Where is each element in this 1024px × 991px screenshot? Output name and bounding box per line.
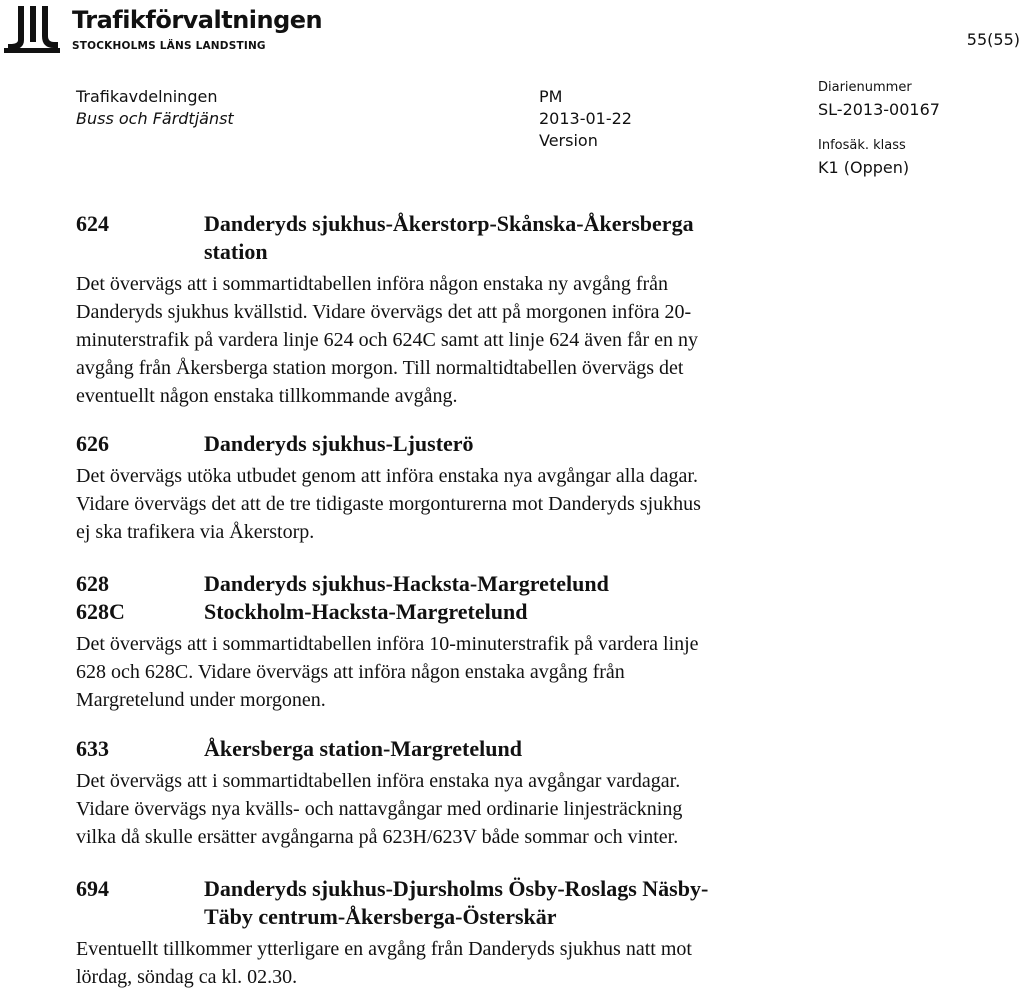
- route-number: 624: [76, 211, 109, 236]
- text-line: Det övervägs att i sommartidtabellen införa enstaka nya avgångar vardagar.: [76, 770, 681, 792]
- route-description: [76, 630, 836, 714]
- department-name: Trafikavdelningen: [76, 87, 218, 106]
- text-line: Eventuellt tillkommer ytterligare en avgång från Danderyds sjukhus natt mot: [76, 938, 692, 960]
- route-number: 694: [76, 876, 109, 901]
- route-title-line: Stockholm-Hacksta-Margretelund: [204, 599, 528, 624]
- security-class-label: Infosäk. klass: [818, 138, 906, 153]
- text-line: Det övervägs att i sommartidtabellen införa 10-minuterstrafik på vardera linje: [76, 633, 699, 655]
- logo-subtitle: STOCKHOLMS LÄNS LANDSTING: [72, 40, 266, 52]
- route-section-694: [76, 875, 836, 991]
- unit-name: Buss och Färdtjänst: [76, 109, 234, 128]
- route-title-line: Danderyds sjukhus-Åkerstorp-Skånska-Åkersberga: [204, 211, 694, 236]
- route-heading: [76, 210, 836, 266]
- header-department: [76, 86, 234, 130]
- route-title-line: Danderyds sjukhus-Hacksta-Margretelund: [204, 571, 609, 596]
- page-number: 55(55): [966, 30, 1020, 49]
- trafikforvaltningen-logo-icon: [4, 4, 60, 54]
- route-number: 628C: [76, 599, 125, 624]
- text-line: Danderyds sjukhus kvällstid. Vidare övervägs det att på morgonen införa 20-: [76, 301, 692, 323]
- route-description: [76, 935, 836, 991]
- route-section-624: [76, 210, 836, 410]
- text-line: Det övervägs utöka utbudet genom att införa enstaka nya avgångar alla dagar.: [76, 465, 698, 487]
- route-title-line: station: [204, 239, 268, 264]
- text-line: Vidare övervägs nya kvälls- och nattavgångar med ordinarie linjesträckning: [76, 798, 683, 820]
- document-type: PM: [539, 87, 563, 106]
- route-number: 633: [76, 736, 109, 761]
- header-document-info: [539, 86, 632, 152]
- security-class-value: K1 (Oppen): [818, 158, 910, 177]
- text-line: Vidare övervägs det att de tre tidigaste morgonturerna mot Danderyds sjukhus: [76, 493, 701, 515]
- route-description: [76, 767, 836, 851]
- route-heading: [76, 430, 836, 458]
- route-section-626: [76, 430, 836, 546]
- route-heading-628c: [76, 598, 836, 626]
- document-version-label: Version: [539, 131, 598, 150]
- route-title-line: Danderyds sjukhus-Djursholms Ösby-Roslags Näsby-: [204, 876, 709, 901]
- registry-label: Diarienummer: [818, 80, 912, 95]
- text-line: ej ska trafikera via Åkerstorp.: [76, 521, 315, 543]
- text-line: Margretelund under morgonen.: [76, 689, 326, 711]
- header-registry: [818, 80, 940, 182]
- route-section-633: [76, 735, 836, 851]
- route-heading: [76, 875, 836, 931]
- text-line: eventuellt någon enstaka tillkommande avgång.: [76, 385, 458, 407]
- organization-logo: [4, 4, 324, 54]
- text-line: minuterstrafik på vardera linje 624 och 624C samt att linje 624 även får en ny: [76, 329, 699, 351]
- registry-number: SL-2013-00167: [818, 100, 940, 119]
- route-title-line: Täby centrum-Åkersberga-Österskär: [204, 904, 557, 929]
- text-line: lördag, söndag ca kl. 02.30.: [76, 966, 298, 988]
- route-number: 628: [76, 571, 109, 596]
- route-description: [76, 462, 836, 546]
- route-title-line: Danderyds sjukhus-Ljusterö: [204, 431, 474, 456]
- text-line: vilka då skulle ersätter avgångarna på 623H/623V både sommar och vinter.: [76, 826, 679, 848]
- route-heading: [76, 570, 836, 598]
- route-number: 626: [76, 431, 109, 456]
- text-line: 628 och 628C. Vidare övervägs att införa någon enstaka avgång från: [76, 661, 625, 683]
- route-heading: [76, 735, 836, 763]
- route-description: [76, 270, 836, 410]
- text-line: Det övervägs att i sommartidtabellen införa någon enstaka ny avgång från: [76, 273, 669, 295]
- route-title-line: Åkersberga station-Margretelund: [204, 736, 522, 761]
- document-date: 2013-01-22: [539, 109, 632, 128]
- route-section-628: [76, 570, 836, 714]
- logo-name: Trafikförvaltningen: [72, 6, 323, 34]
- text-line: avgång från Åkersberga station morgon. Till normaltidtabellen övervägs det: [76, 357, 684, 379]
